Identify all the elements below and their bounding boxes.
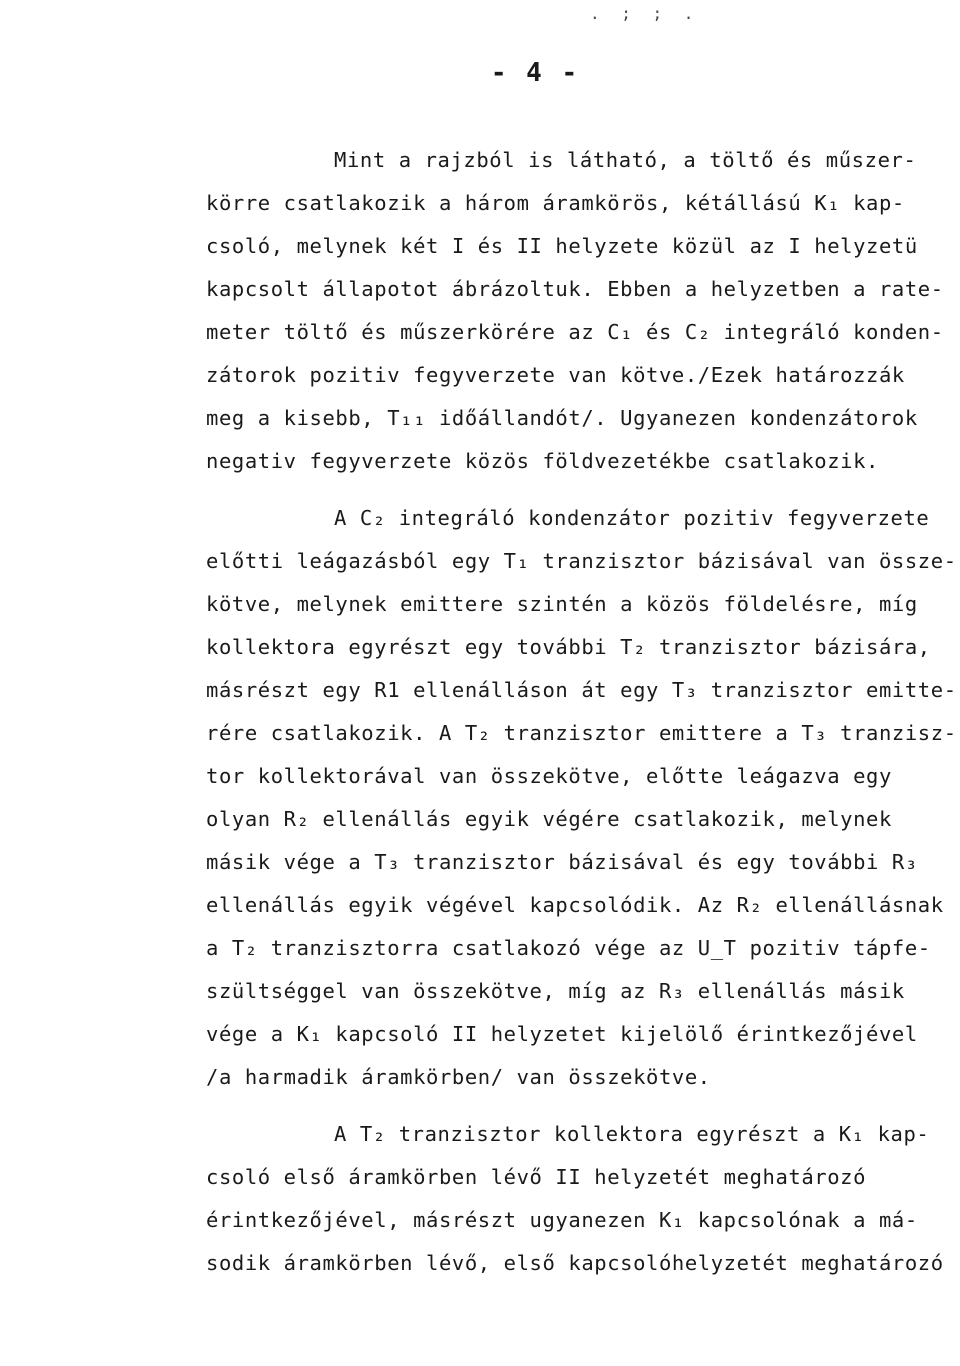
text-line: csoló, melynek két I és II helyzete közül az I helyzetü xyxy=(206,234,918,258)
text-line: a T₂ tranzisztorra csatlakozó vége az U_T pozitiv tápfe- xyxy=(206,936,931,960)
text-line: előtti leágazásból egy T₁ tranzisztor bázisával van össze- xyxy=(206,549,957,573)
page-specks: . ; ; . xyxy=(590,4,700,23)
text-line: másrészt egy R1 ellenálláson át egy T₃ tranzisztor emitte- xyxy=(206,678,957,702)
text-line: másik vége a T₃ tranzisztor bázisával és egy további R₃ xyxy=(206,850,918,874)
text-line: Mint a rajzból is látható, a töltő és műszer- xyxy=(334,148,917,172)
text-line: A T₂ tranzisztor kollektora egyrészt a K₁ kap- xyxy=(334,1122,930,1146)
text-line: csoló első áramkörben lévő II helyzetét meghatározó xyxy=(206,1165,867,1189)
text-line: vége a K₁ kapcsoló II helyzetet kijelölő érintkezőjével xyxy=(206,1022,918,1046)
text-line: A C₂ integráló kondenzátor pozitiv fegyverzete xyxy=(334,506,930,530)
text-line: olyan R₂ ellenállás egyik végére csatlakozik, melynek xyxy=(206,807,892,831)
text-line: körre csatlakozik a három áramkörös, kétállású K₁ kap- xyxy=(206,191,905,215)
text-line: sodik áramkörben lévő, első kapcsolóhelyzetét meghatározó xyxy=(206,1251,944,1275)
text-line: ellenállás egyik végével kapcsolódik. Az R₂ ellenállásnak xyxy=(206,893,944,917)
page-number: - 4 - xyxy=(490,58,580,88)
text-line: meter töltő és műszerkörére az C₁ és C₂ integráló konden- xyxy=(206,320,944,344)
text-line: /a harmadik áramkörben/ van összekötve. xyxy=(206,1065,711,1089)
text-line: negativ fegyverzete közös földvezetékbe csatlakozik. xyxy=(206,449,879,473)
text-line: kötve, melynek emittere szintén a közös földelésre, míg xyxy=(206,592,918,616)
text-line: meg a kisebb, T₁₁ időállandót/. Ugyanezen kondenzátorok xyxy=(206,406,918,430)
text-line: rére csatlakozik. A T₂ tranzisztor emittere a T₃ tranzisz- xyxy=(206,721,957,745)
text-line: zátorok pozitiv fegyverzete van kötve./Ezek határozzák xyxy=(206,363,905,387)
text-line: tor kollektorával van összekötve, előtte leágazva egy xyxy=(206,764,892,788)
text-line: érintkezőjével, másrészt ugyanezen K₁ kapcsolónak a má- xyxy=(206,1208,918,1232)
text-line: kollektora egyrészt egy további T₂ tranzisztor bázisára, xyxy=(206,635,931,659)
text-line: kapcsolt állapotot ábrázoltuk. Ebben a helyzetben a rate- xyxy=(206,277,944,301)
text-line: szültséggel van összekötve, míg az R₃ ellenállás másik xyxy=(206,979,905,1003)
